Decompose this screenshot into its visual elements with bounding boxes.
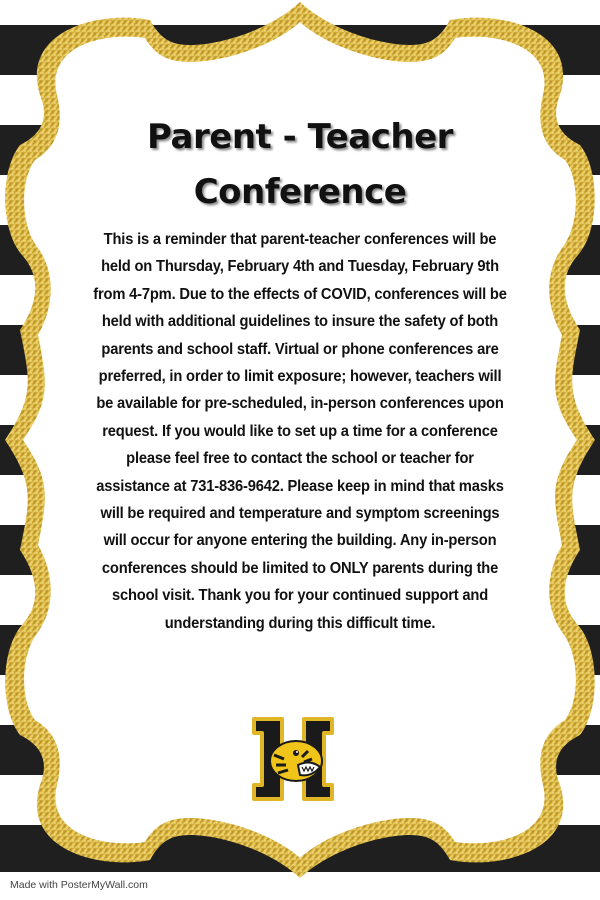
poster-content <box>70 110 530 637</box>
poster-title <box>70 110 530 220</box>
poster-credit: Made with PosterMyWall.com <box>10 879 148 891</box>
title-line-1: Parent - Teacher <box>147 117 453 157</box>
title-line-2: Conference <box>193 172 407 212</box>
announcement-body: This is a reminder that parent-teacher conferences will be held on Thursday, February 4th and Tuesday, February 9th from 4-7pm. Due to the effects of COVID, conferences will be held with additional guidelines to insure the safety of both parents and school staff. Virtual or phone conferences are preferred, in order to limit exposure; however, teachers will be available for pre-scheduled, in-person conferences upon request. If you would like to set up a time for a conference please feel free to contact the school or teacher for assistance at 731-836-9642. Please keep in mind that masks will be required and temperature and symptom screenings will occur for anyone entering the building. Any in-person conferences should be limited to ONLY parents during the school visit. Thank you for your continued support and understanding during this difficult time. <box>93 231 507 632</box>
tiger-h-logo-icon <box>250 715 336 803</box>
